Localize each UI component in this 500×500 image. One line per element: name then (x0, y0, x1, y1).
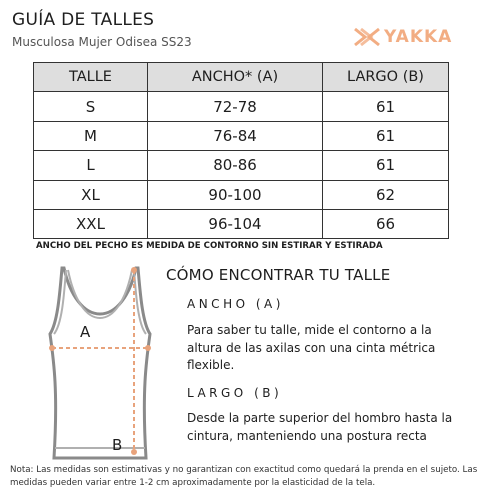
page-title: GUÍA DE TALLES (12, 10, 155, 30)
cell-ancho: 96-104 (148, 209, 323, 238)
cell-largo: 62 (323, 180, 449, 209)
cell-talle: M (34, 121, 148, 150)
cell-talle: L (34, 151, 148, 180)
cell-ancho: 72-78 (148, 92, 323, 121)
brand-name: YAKKA (384, 27, 453, 47)
table-header-row (34, 63, 449, 92)
how-to-title: CÓMO ENCONTRAR TU TALLE (166, 266, 391, 284)
header-ancho: ANCHO* (A) (148, 63, 323, 92)
largo-heading: LARGO (B) (187, 386, 283, 400)
cell-largo: 61 (323, 92, 449, 121)
tank-top-icon (30, 262, 170, 462)
table-row (34, 151, 449, 180)
cell-largo: 61 (323, 121, 449, 150)
cell-ancho: 80-86 (148, 151, 323, 180)
largo-description: Desde la parte superior del hombro hasta la cintura, manteniendo una postura recta (187, 411, 453, 443)
table-row (34, 92, 449, 121)
header-talle: TALLE (34, 63, 148, 92)
cell-largo: 61 (323, 151, 449, 180)
cell-ancho: 76-84 (148, 121, 323, 150)
cell-talle: S (34, 92, 148, 121)
header-largo: LARGO (B) (323, 63, 449, 92)
diagram-label-b: B (112, 436, 123, 454)
ancho-heading: ANCHO (A) (187, 297, 284, 311)
product-subtitle: Musculosa Mujer Odisea SS23 (12, 35, 192, 49)
table-row (34, 209, 449, 238)
brand-logo (352, 26, 482, 48)
cell-talle: XL (34, 180, 148, 209)
footnote: Nota: Las medidas son estimativas y no garantizan con exactitud como quedará la prenda en el sujeto. Las medidas pueden variar entre 1-2 cm aproximadamente por la elasticidad de la tela. (10, 465, 478, 488)
table-row (34, 121, 449, 150)
yakka-x-logo-icon (352, 26, 382, 48)
chest-measure-note: ANCHO DEL PECHO ES MEDIDA DE CONTORNO SIN ESTIRAR Y ESTIRADA (36, 241, 383, 251)
cell-largo: 66 (323, 209, 449, 238)
cell-ancho: 90-100 (148, 180, 323, 209)
ancho-description: Para saber tu talle, mide el contorno a la altura de las axilas con una cinta métrica flexible. (187, 323, 436, 372)
diagram-label-a: A (80, 323, 91, 341)
cell-talle: XXL (34, 209, 148, 238)
size-table (33, 62, 449, 239)
table-row (34, 180, 449, 209)
